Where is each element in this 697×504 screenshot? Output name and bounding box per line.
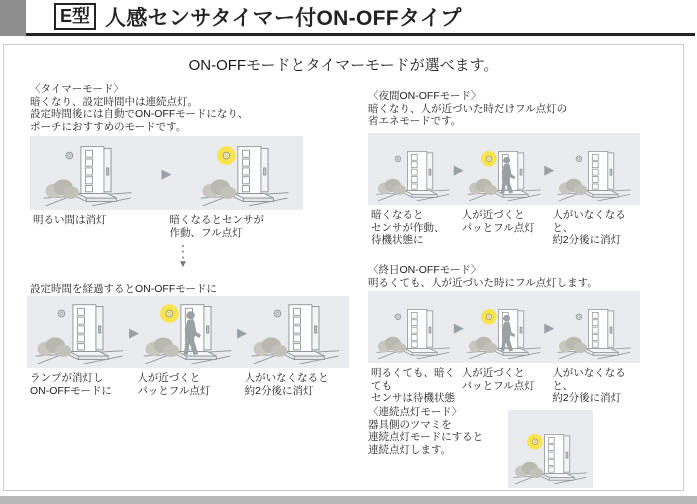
caption-row [368,209,640,247]
night-mode-intro [368,90,567,128]
arrow-right-icon: ▶ [453,161,464,177]
night-mode-figure-row [368,133,640,247]
continuous-mode-figure [508,410,593,488]
timer-to-onoff-heading: 設定時間を経過するとON-OFFモードに [30,283,217,295]
door-scene-dusk-lit-illustration [194,144,296,206]
illustration-panel [27,296,349,368]
arrow-right-icon: ▶ [161,165,172,181]
arrow-right-icon: ▶ [544,161,555,177]
arrow-right-icon: ▶ [544,319,555,335]
continuous-mode-desc-line: 器具側のツマミを [368,418,452,431]
continuous-mode-desc-line: 連続点灯します。 [368,443,452,456]
caption-row [368,367,640,405]
door-scene-person-lit-illustration [466,299,543,359]
door-scene-continuous-lit-illustration [512,414,589,484]
scene-caption: 人がいなくなると、 約2分後に消灯 [552,209,626,246]
page-corner-tab [0,0,26,36]
allday-mode-figure-row [368,291,640,405]
night-mode-desc-line: 暗くなり、人が近づいた時だけフル点灯の [368,102,568,115]
arrow-right-icon: ▶ [237,324,247,340]
type-badge: E型 [54,3,96,30]
arrow-right-icon: ▶ [453,319,464,335]
allday-mode-desc-line: 明るくても、人が近づいた時にフル点灯します。 [368,276,598,289]
scene-caption: 人が近づくと パッとフル点灯 [461,367,535,392]
timer-mode-heading: 〈タイマーモード〉 [30,83,124,95]
subtitle: ON-OFFモードとタイマーモードが選べます。 [188,57,499,74]
night-mode-desc-line: 省エネモードです。 [368,115,462,128]
door-scene-lamp-off-illustration [375,299,452,359]
bottom-divider-bar [0,496,697,504]
timer-mode-desc-line: 暗くなり、設定時間中は連続点灯。 [30,95,198,108]
scene-caption: 人がいなくなると、 約2分後に消灯 [552,367,626,404]
night-mode-heading: 〈夜間ON-OFFモード〉 [368,90,482,102]
scene-caption: 暗くなるとセンサが 作動、フル点灯 [169,214,264,239]
door-scene-daylight-off-illustration [37,144,139,206]
continuous-mode-desc-line: 連続点灯モードにすると [368,431,484,444]
allday-mode-heading: 〈終日ON-OFFモード〉 [368,264,482,276]
continuous-mode-heading: 〈連続点灯モード〉 [368,406,463,418]
scene-caption: 人が近づくと パッとフル点灯 [137,372,211,397]
scene-caption: 人がいなくなると 約2分後に消灯 [244,372,329,397]
timer-mode-desc-line: 設定時間後には自動でON-OFFモードになり、 [30,108,249,121]
timer-mode-intro [30,83,248,133]
scene-caption: 明るくても、暗くても センサは待機状態 [371,367,455,404]
timer-mode-figure-row [30,136,303,239]
scene-caption: ランプが消灯し ON-OFFモードに [30,372,112,397]
door-scene-lamp-off-illustration [375,141,452,201]
door-scene-lamp-off-illustration [34,302,126,364]
page-title: 人感センサタイマー付ON-OFFタイプ [105,6,462,30]
illustration-panel [368,291,640,363]
caption-row [30,214,303,239]
door-scene-lamp-off-illustration [556,299,633,359]
page-header [26,0,695,36]
timer-mode-desc-line: ポーチにおすすめのモードです。 [30,120,187,133]
scene-caption: 人が近づくと パッとフル点灯 [461,209,535,234]
door-scene-person-lit-illustration [466,141,543,201]
door-scene-person-lit-illustration [142,302,234,364]
scene-caption: 明るい間は消灯 [33,214,107,226]
scene-caption: 暗くなると センサが作動、 待機状態に [371,209,445,246]
continuous-mode-intro [368,406,483,456]
illustration-panel [30,136,303,210]
timer-to-onoff-figure-row [27,296,349,397]
door-scene-lamp-off-illustration [556,141,633,201]
dotted-arrow-down-icon: ⋮ ▼ [174,242,192,270]
caption-row [27,372,349,397]
allday-mode-intro [368,264,598,289]
illustration-panel [368,133,640,205]
arrow-right-icon: ▶ [129,324,139,340]
door-scene-lamp-off-illustration [250,302,342,364]
